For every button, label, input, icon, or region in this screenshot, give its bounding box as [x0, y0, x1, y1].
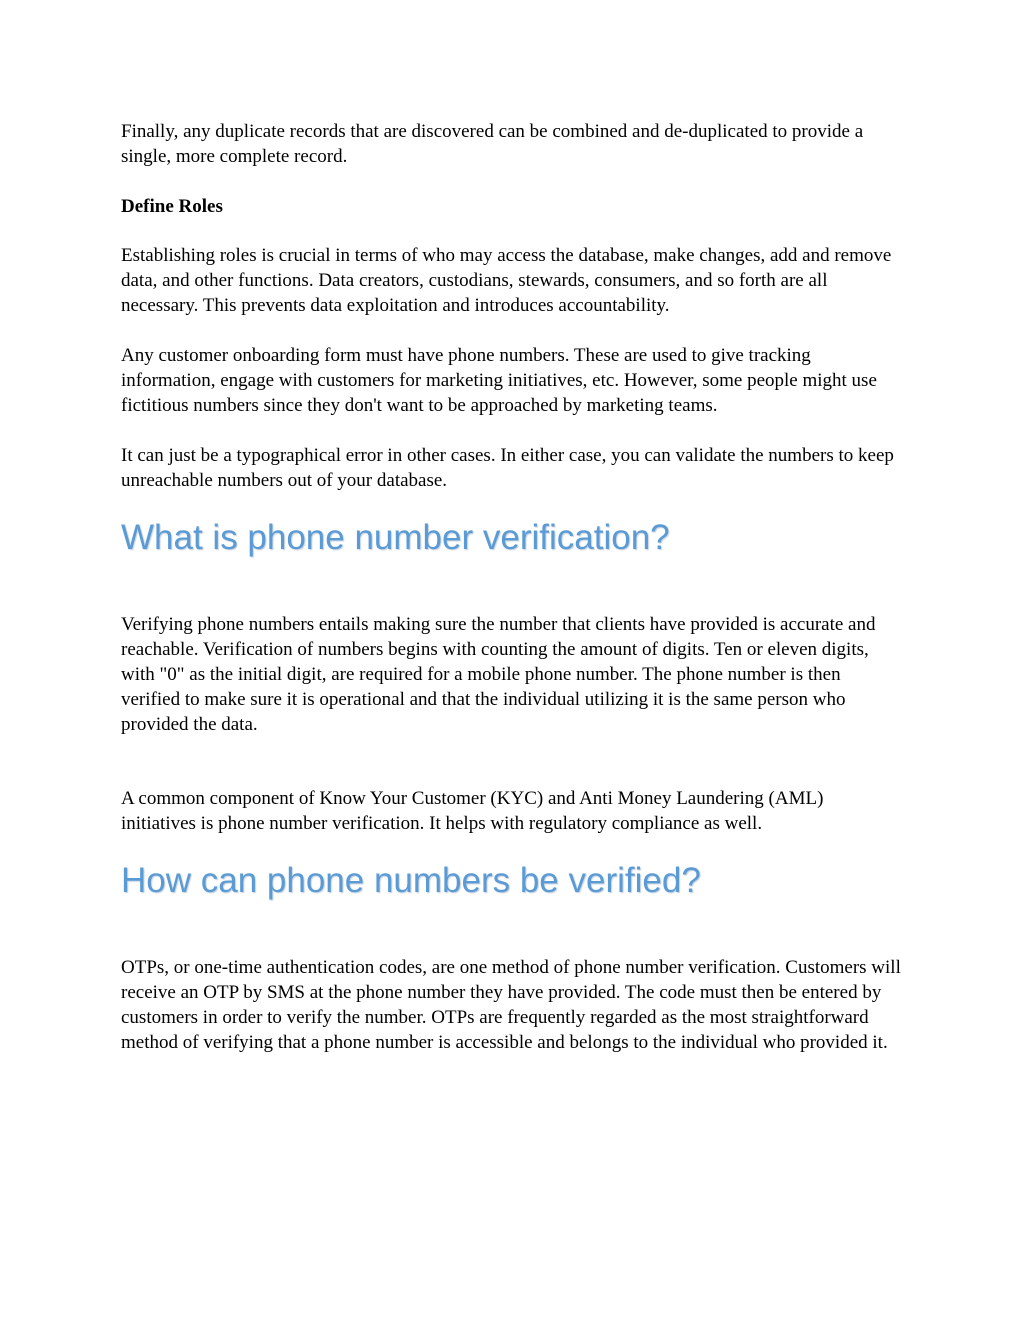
document-page [121, 119, 901, 1055]
intro-paragraph: Finally, any duplicate records that are discovered can be combined and de-duplicated to provide a single, more complete record. [121, 121, 864, 167]
what-is-verification-heading: What is phone number verification? [121, 518, 670, 557]
typo-paragraph: It can just be a typographical error in other cases. In either case, you can validate the numbers to keep unreachable numbers out of your database. [121, 445, 894, 491]
roles-paragraph: Establishing roles is crucial in terms of who may access the database, make changes, add and remove data, and other functions. Data creators, custodians, stewards, consumers, and so forth are all necessary. This prevents data exploitation and introduces accountability. [121, 245, 892, 316]
how-verified-heading: How can phone numbers be verified? [121, 861, 701, 900]
verifying-paragraph: Verifying phone numbers entails making sure the number that clients have provided is accurate and reachable. Verification of numbers begins with counting the amount of digits. Ten or eleven digits, with "0" as the initial digit, are required for a mobile phone number. The phone number is then verified to make sure it is operational and that the individual utilizing it is the same person who provided the data. [121, 614, 876, 735]
kyc-paragraph: A common component of Know Your Customer (KYC) and Anti Money Laundering (AML) initiatives is phone number verification. It helps with regulatory compliance as well. [121, 788, 824, 834]
onboarding-paragraph: Any customer onboarding form must have phone numbers. These are used to give tracking information, engage with customers for marketing initiatives, etc. However, some people might use fictitious numbers since they don't want to be approached by marketing teams. [121, 345, 877, 416]
define-roles-subheading: Define Roles [121, 196, 223, 217]
otp-paragraph: OTPs, or one-time authentication codes, are one method of phone number verification. Customers will receive an OTP by SMS at the phone number they have provided. The code must then be entered by customers in order to verify the number. OTPs are frequently regarded as the most straightforward method of verifying that a phone number is accessible and belongs to the individual who provided it. [121, 957, 901, 1053]
